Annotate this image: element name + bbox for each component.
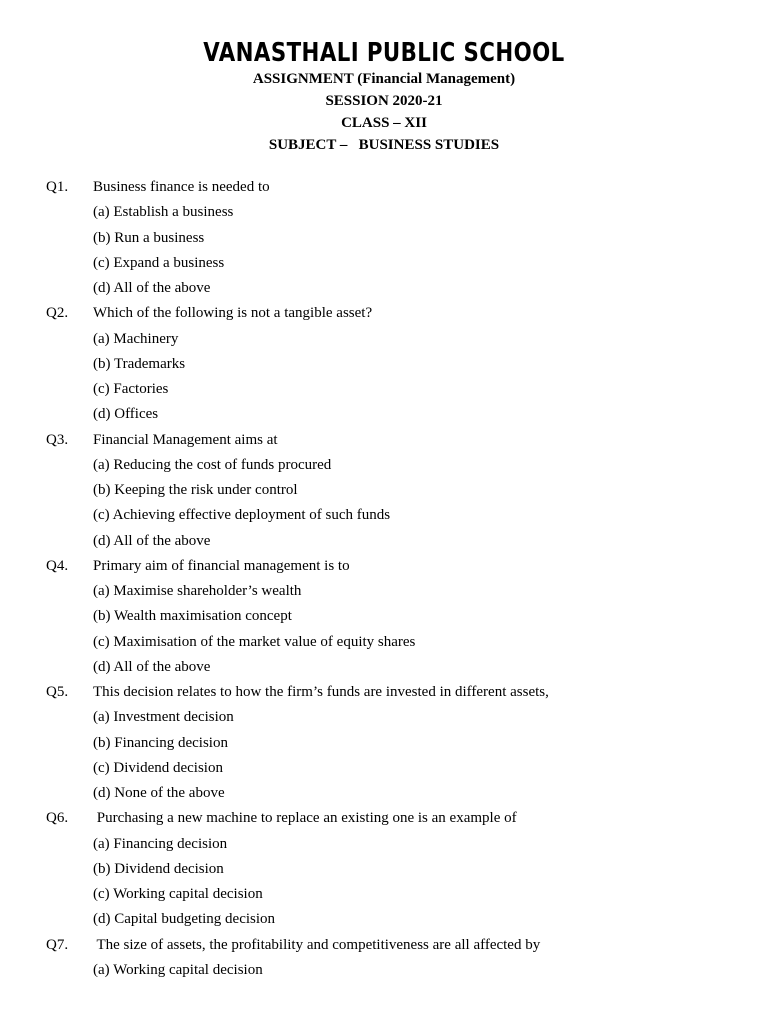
question-5-option: (c) Dividend decision (93, 759, 223, 776)
question-2 (46, 301, 746, 326)
question-7-option: (a) Working capital decision (93, 961, 263, 978)
question-4 (46, 554, 746, 579)
question-3-option: (c) Achieving effective deployment of such funds (93, 507, 391, 524)
question-4-option: (c) Maximisation of the market value of equity shares (93, 633, 416, 650)
question-6-option: (b) Dividend decision (93, 860, 224, 877)
question-5-option: (b) Financing decision (93, 734, 228, 751)
class-line: CLASS – XII (341, 115, 427, 131)
question-1 (46, 175, 746, 200)
question-2-option: (d) Offices (93, 406, 159, 423)
question-text: Primary aim of financial management is to (93, 557, 350, 574)
question-6-option: (d) Capital budgeting decision (93, 911, 276, 928)
question-6-option: (c) Working capital decision (93, 886, 263, 902)
question-4-option: (d) All of the above (93, 658, 211, 675)
question-6 (46, 806, 746, 831)
question-text: Purchasing a new machine to replace an existing one is an example of (93, 810, 517, 827)
question-number: Q6. (46, 810, 69, 827)
question-number: Q2. (46, 305, 69, 322)
question-text: Business finance is needed to (93, 179, 270, 195)
question-1-option: (c) Expand a business (93, 254, 225, 271)
question-5 (46, 680, 746, 705)
assignment-title: ASSIGNMENT (Financial Management) (252, 71, 516, 87)
question-4-option: (b) Wealth maximisation concept (93, 608, 292, 625)
question-number: Q1. (46, 179, 69, 195)
question-2-option: (b) Trademarks (93, 355, 186, 372)
question-number: Q7. (46, 936, 69, 953)
question-text: This decision relates to how the firm’s funds are invested in different assets, (93, 684, 549, 700)
question-number: Q3. (46, 431, 69, 448)
question-number: Q4. (46, 557, 69, 574)
question-5-option: (d) None of the above (93, 785, 225, 801)
question-6-option: (a) Financing decision (93, 835, 228, 852)
question-3-option: (a) Reducing the cost of funds procured (93, 456, 332, 473)
question-1-option: (b) Run a business (93, 229, 205, 246)
question-text: Financial Management aims at (93, 431, 278, 448)
subject-line: SUBJECT – BUSINESS STUDIES (268, 137, 500, 153)
question-3 (46, 428, 746, 453)
question-1-option: (a) Establish a business (93, 204, 234, 221)
question-text: The size of assets, the profitability and competitiveness are all affected by (93, 936, 541, 953)
question-2-option: (a) Machinery (93, 330, 179, 347)
question-list (46, 175, 746, 983)
question-number: Q5. (46, 684, 69, 700)
question-text: Which of the following is not a tangible asset? (93, 305, 373, 322)
question-5-option: (a) Investment decision (93, 709, 234, 726)
question-1-option: (d) All of the above (93, 280, 211, 296)
question-2-option: (c) Factories (93, 381, 169, 397)
session-line: SESSION 2020-21 (325, 93, 443, 109)
question-7 (46, 933, 746, 958)
question-3-option: (b) Keeping the risk under control (93, 482, 298, 498)
question-4-option: (a) Maximise shareholder’s wealth (93, 583, 302, 599)
school-logo-text: VANASTHALI PUBLIC SCHOOL (203, 38, 565, 68)
question-3-option: (d) All of the above (93, 532, 211, 549)
